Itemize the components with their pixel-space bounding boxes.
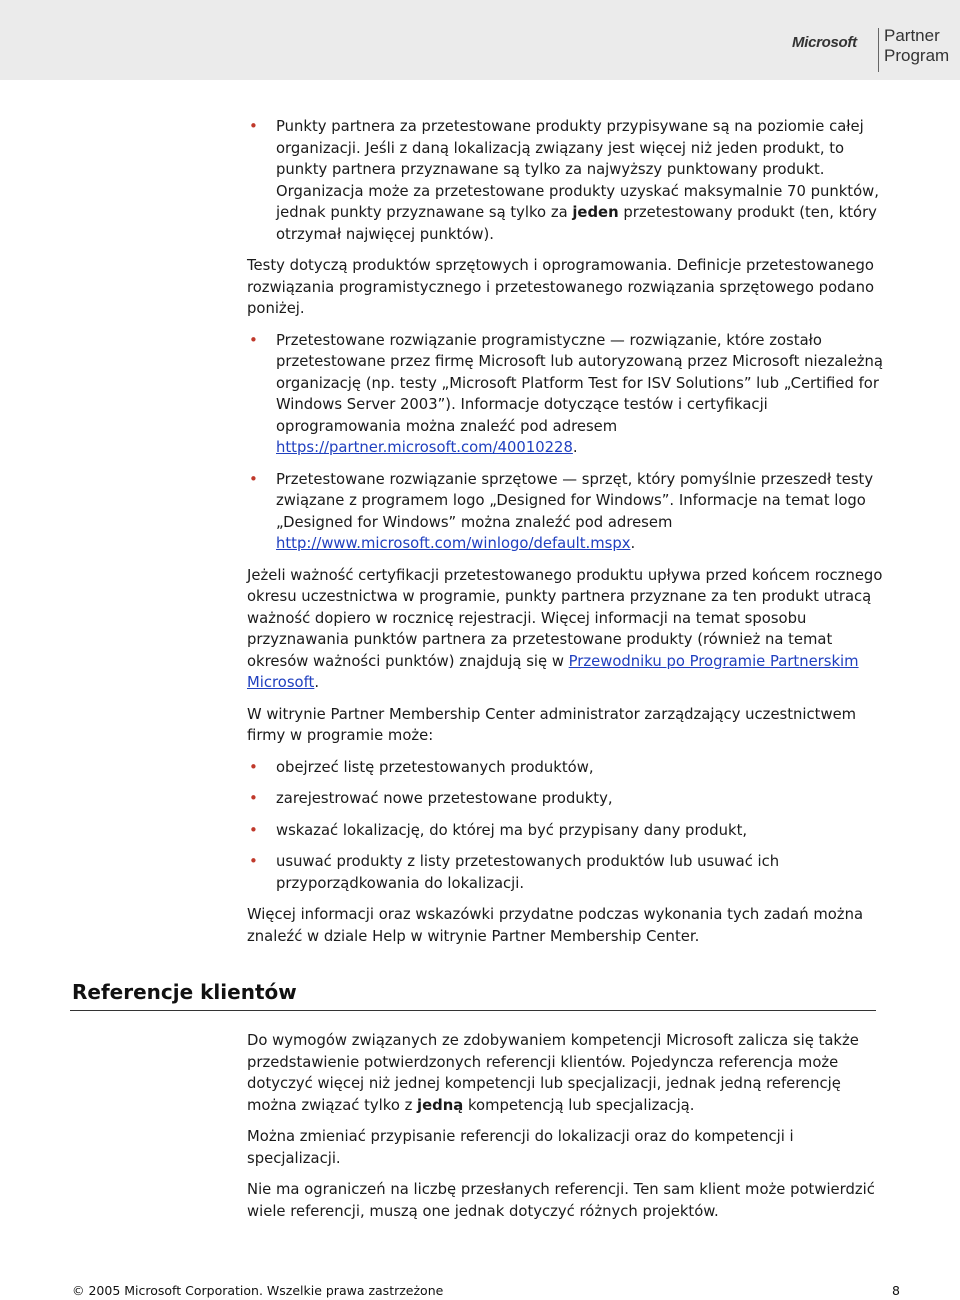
references-content bbox=[247, 1030, 887, 1232]
paragraph-admin-intro: W witrynie Partner Membership Center administrator zarządzający uczestnictwem firmy w programie może: bbox=[247, 705, 857, 744]
paragraph-references-limits: Nie ma ograniczeń na liczbę przesłanych referencji. Ten sam klient może potwierdzić wiele referencji, muszą one jednak dotyczyć różnych projektów. bbox=[247, 1181, 875, 1220]
list-item: • wskazać lokalizację, do której ma być przypisany dany produkt, bbox=[247, 820, 887, 842]
list-item: • zarejestrować nowe przetestowane produkty, bbox=[247, 788, 887, 810]
partner-link[interactable]: https://partner.microsoft.com/40010228 bbox=[276, 439, 573, 456]
definitions-bullet-list bbox=[247, 330, 887, 555]
main-content bbox=[247, 116, 887, 957]
emphasis-jedna: jedną bbox=[417, 1096, 464, 1114]
list-item: • Przetestowane rozwiązanie programistyczne — rozwiązanie, które zostało przetestowane przez firmę Microsoft lub autoryzowaną przez Microsoft niezależną organizację (np. testy „Microsoft Platform Test for ISV Solutions” lub „Certified for Windows Server 2003”). Informacje dotyczące testów i certyfikacji oprogramowania można znaleźć pod adresem https://partner.microsoft.com/40010228. bbox=[247, 330, 887, 459]
logo-partner-text: Partner bbox=[884, 26, 940, 45]
emphasis-jeden: jeden bbox=[572, 204, 619, 221]
logo-microsoft-wordmark: Microsoft bbox=[792, 34, 857, 51]
page-number: 8 bbox=[892, 1283, 900, 1298]
partner-guide-link[interactable]: Przewodniku po Programie Partnerskim Microsoft bbox=[247, 652, 859, 691]
section-divider bbox=[70, 1010, 876, 1011]
list-item: • Przetestowane rozwiązanie sprzętowe — sprzęt, który pomyślnie przeszedł testy związane z programem logo „Designed for Windows”. Informacje na temat logo „Designed for Windows” można znaleźć pod adresem http://www.microsoft.com/winlogo/default.mspx. bbox=[247, 469, 887, 555]
paragraph-certification-expiry: Jeżeli ważność certyfikacji przetestowanego produktu upływa przed końcem rocznego okresu uczestnictwa w programie, punkty partnera przyznane za ten produkt utracą ważność dopiero w rocznicę rejestracji. Więcej informacji na temat sposobu przyznawania punktów partnera za przetestowane produkty (również na temat okresów ważności punktów) znajdują się w Przewodniku po Programie Partnerskim Microsoft. bbox=[247, 566, 883, 691]
points-bullet-list bbox=[247, 116, 887, 245]
list-item: • Punkty partnera za przetestowane produkty przypisywane są na poziomie całej organizacji. Jeśli z daną lokalizacją związany jest więcej niż jeden produkt, to punkty partnera przyznawane są tylko za najwyższy punktowany produkt. Organizacja może za przetestowane produkty uzyskać maksymalnie 70 punktów, jednak punkty przyznawane są tylko za jeden przetestowany produkt (ten, który otrzymał najwięcej punktów). bbox=[247, 116, 887, 245]
footer-copyright: © 2005 Microsoft Corporation. Wszelkie prawa zastrzeżone bbox=[72, 1283, 444, 1298]
section-heading-customer-references: Referencje klientów bbox=[72, 980, 297, 1004]
logo-partner-program bbox=[884, 26, 949, 66]
paragraph-references-assignment: Można zmieniać przypisanie referencji do lokalizacji oraz do kompetencji i specjalizacji. bbox=[247, 1128, 794, 1167]
paragraph-references-requirement: Do wymogów związanych ze zdobywaniem kompetencji Microsoft zalicza się także przedstawienie potwierdzonych referencji klientów. Pojedyncza referencja może dotyczyć więcej niż jednej kompetencji lub specjalizacji, jednak jedną referencję można związać tylko z jedną kompetencją lub specjalizacją. bbox=[247, 1032, 859, 1114]
list-item: • usuwać produkty z listy przetestowanych produktów lub usuwać ich przyporządkowania do lokalizacji. bbox=[247, 851, 887, 894]
logo-divider bbox=[878, 28, 879, 72]
paragraph-help-info: Więcej informacji oraz wskazówki przydatne podczas wykonania tych zadań można znaleźć w dziale Help w witrynie Partner Membership Center. bbox=[247, 906, 864, 945]
paragraph-tests-scope: Testy dotyczą produktów sprzętowych i oprogramowania. Definicje przetestowanego rozwiązania programistycznego i przetestowanego rozwiązania sprzętowego podano poniżej. bbox=[247, 257, 875, 317]
logo-program-text: Program bbox=[884, 46, 950, 65]
admin-actions-list bbox=[247, 757, 887, 895]
winlogo-link[interactable]: http://www.microsoft.com/winlogo/default.mspx bbox=[276, 535, 631, 552]
list-item: • obejrzeć listę przetestowanych produktów, bbox=[247, 757, 887, 779]
